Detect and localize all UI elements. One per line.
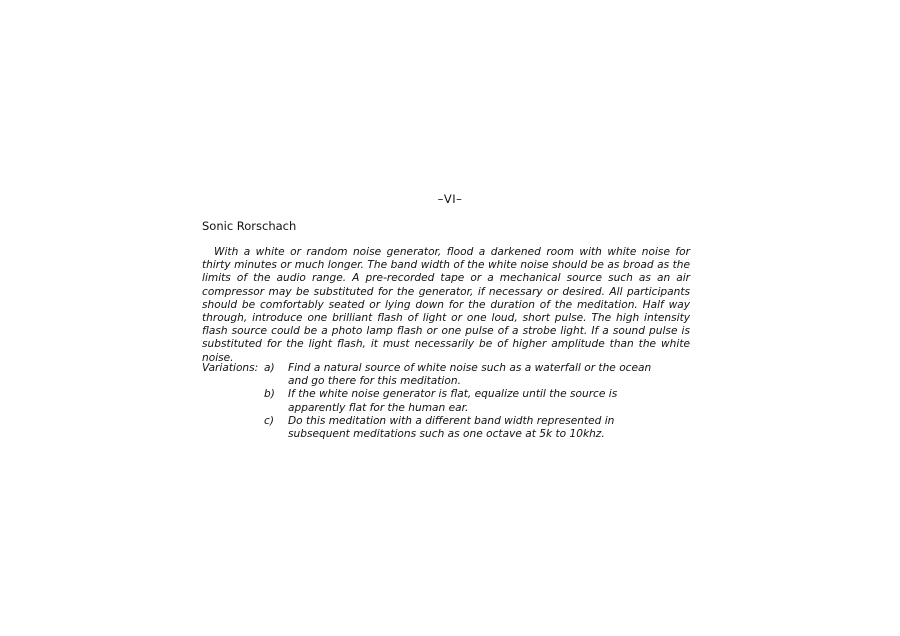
variation-item-c <box>202 415 662 441</box>
variation-spacer <box>202 388 264 414</box>
variation-text: Find a natural source of white noise such as a waterfall or the ocean and go there for this meditation. <box>288 362 652 388</box>
variations-label: Variations: <box>202 362 259 374</box>
variation-spacer <box>202 415 264 441</box>
page-number: –VI– <box>437 192 463 206</box>
variation-letter: a) <box>264 362 275 374</box>
variation-letter: c) <box>264 414 274 427</box>
variation-letter: b) <box>264 388 275 401</box>
document-title: Sonic Rorschach <box>202 219 297 233</box>
variation-text: Do this meditation with a different band width represented in subsequent meditations such as one octave at 5k to 10khz. <box>288 414 615 441</box>
variation-text: If the white noise generator is flat, equalize until the source is apparently flat for the human ear. <box>288 388 618 414</box>
body-paragraph: With a white or random noise generator, flood a darkened room with white noise for thirty minutes or much longer. The band width of the white noise should be as broad as the limits of the audio range. A pre-recorded tape or a mechanical source such as an air compressor may be substituted for the generator, if necessary or desired. All participants should be comfortably seated or lying down for the duration of the meditation. Half way through, introduce one brilliant flash of light or one loud, short pulse. The high intensity flash source could be a photo lamp flash or one pulse of a strobe light. If a sound pulse is substituted for the light flash, it must necessarily be of higher amplitude than the white noise. <box>202 246 690 364</box>
variation-item-b <box>202 388 662 414</box>
variation-item-a <box>202 362 662 388</box>
variations-list <box>202 362 662 441</box>
